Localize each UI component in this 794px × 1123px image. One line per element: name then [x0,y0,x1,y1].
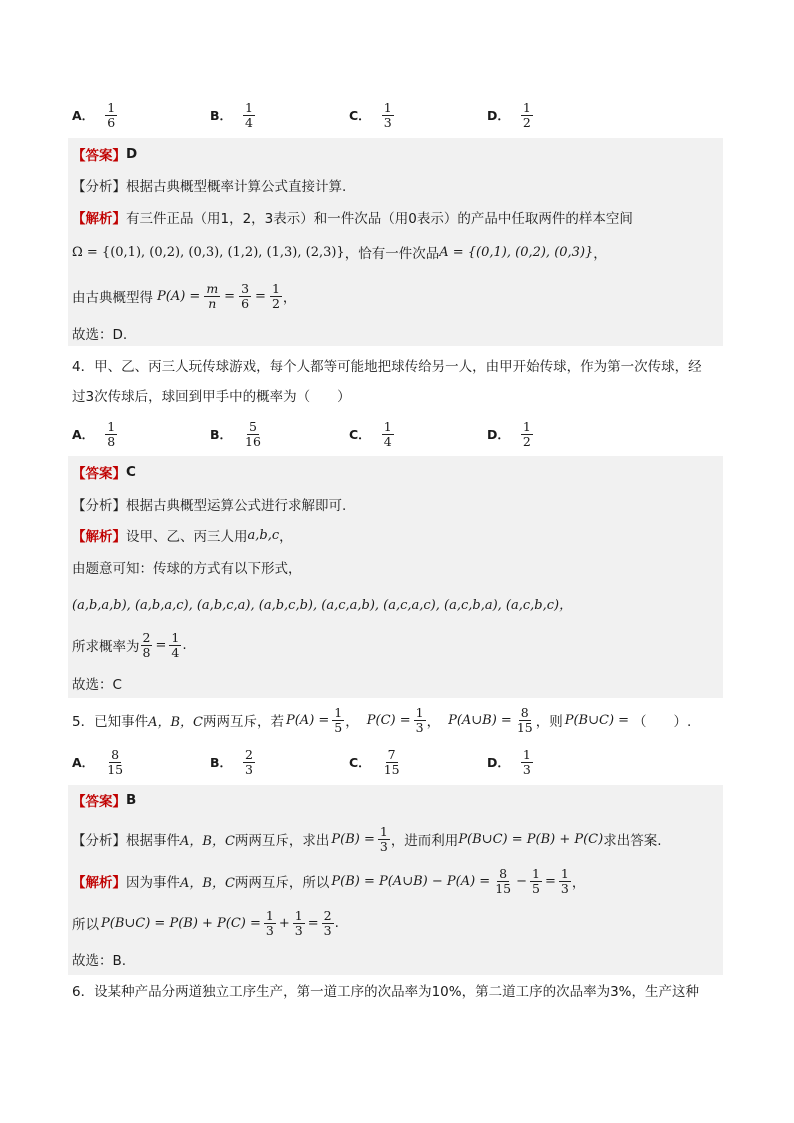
math-expr: P(A∪B) = [448,712,512,728]
q4-sequences-line [72,589,727,617]
math-expr: P(C) = [366,712,411,728]
answer-value: B [126,792,137,808]
option-label: B． [210,108,233,123]
q4-stem [72,352,724,412]
fraction: $\frac{1}{3}$ [294,908,303,938]
option-fraction: $\frac{1}{4}$ [245,100,253,130]
solution-text: 所求概率为 [72,639,140,655]
fraction: $\frac{m}{n}$ [206,281,219,311]
option-fraction: $\frac{1}{3}$ [383,100,392,130]
punct: . [334,915,339,931]
solution-text: ，恰有一件次品 [344,246,440,262]
math-expr: P(B∪C) = P(B) + P(C) [458,831,604,847]
fraction: $\frac{3}{6}$ [241,281,250,311]
option-label: A． [72,108,95,123]
fraction: $\frac{1}{2}$ [271,281,280,311]
math-expr: P(B∪C) = P(B) + P(C) = [101,915,261,931]
solution-text: 设甲、乙、丙三人用 [126,529,248,545]
math-expr: A，B，C [180,875,235,891]
option-label: A． [72,427,95,442]
q4-solution-line2 [72,553,727,581]
punct: ， [279,529,293,545]
math-expr: P(B) = P(A∪B) − P(A) = [331,873,491,889]
fraction: $\frac{8}{15}$ [516,705,533,735]
question-text: 4．甲、乙、丙三人玩传球游戏，每个人都等可能地把球传给另一人，由甲开始传球，作为第一次传球，经 [72,359,702,375]
option-fraction: $\frac{8}{15}$ [107,747,124,777]
answer-value: C [126,464,136,480]
math-expr: P(B∪C) = [564,712,630,728]
analysis-text: 求出答案. [603,833,662,849]
question-text: ，则 [535,714,563,730]
q5-solution-line1: 【解析】 因为事件 A，B，C 两两互斥，所以 P(B) = P(A∪B) − P(A) = $\frac{8}{15}$ − $\frac{1}{5}$ = $\frac{1}{3}$ ， [72,866,586,896]
analysis-tag: 【分析】 [72,498,126,514]
sample-space: Ω = {(0,1), (0,2), (0,3), (1,2), (1,3), (2,3)} [72,244,345,260]
choice-text: 故选：D. [72,327,128,343]
q5-solution-line2: 所以 P(B∪C) = P(B) + P(C) = $\frac{1}{3}$ + $\frac{1}{3}$ = $\frac{2}{3}$ . [72,908,339,938]
q6-stem [72,977,724,1007]
q4-option-c[interactable] [349,416,395,452]
question-text: 过3次传球后，球回到甲手中的概率为（ ） [72,389,351,405]
option-fraction: $\frac{1}{4}$ [383,419,392,449]
q3-option-c[interactable] [349,97,395,133]
q4-choice-line [72,669,727,697]
option-label: D． [487,427,510,442]
q4-option-b[interactable] [210,416,264,452]
fraction: $\frac{1}{3}$ [265,908,274,938]
option-label: D． [487,755,510,770]
option-fraction: $\frac{1}{8}$ [107,419,116,449]
punct: ， [282,290,297,306]
q4-option-d[interactable] [487,416,534,452]
q4-solution-line1 [72,521,727,549]
solution-text: 由古典概型得 [72,290,153,306]
q5-stem: 5．已知事件 A，B，C 两两互斥，若 P(A) = $\frac{1}{5}$ ， P(C) = $\frac{1}{3}$ ， P(A∪B) = $\frac{8}{15}$ ，则 P(B∪C) = （ ）. [72,705,692,735]
q3-choice-line [72,319,727,347]
math-expr: A，B，C [180,833,235,849]
question-text: 6．设某种产品分两道独立工序生产，第一道工序的次品率为10%，第二道工序的次品率为3%，生产这种 [72,984,700,1000]
option-fraction: $\frac{1}{3}$ [522,747,531,777]
q5-option-d[interactable] [487,744,534,780]
q3-analysis-line [72,171,727,199]
q3-answer-line [72,140,727,168]
option-fraction: $\frac{2}{3}$ [245,747,253,777]
q3-solution-line2 [72,238,727,266]
q5-options [72,744,722,780]
q4-probability-line: 所求概率为 $\frac{2}{8}$ = $\frac{1}{4}$ . [72,630,187,660]
q3-option-b[interactable] [210,97,256,133]
option-fraction: $\frac{1}{2}$ [522,419,531,449]
solution-text: 所以 [72,917,99,933]
q4-option-a[interactable] [72,416,118,452]
option-fraction: $\frac{1}{6}$ [107,100,116,130]
question-text: 5．已知事件 [72,714,149,730]
q5-option-b[interactable] [210,744,256,780]
analysis-tag: 【分析】 [72,833,126,849]
q3-option-a[interactable] [72,97,118,133]
option-label: A． [72,755,95,770]
q4-answer-line [72,458,727,486]
analysis-text: 根据古典概型概率计算公式直接计算. [126,179,347,195]
q3-option-d[interactable] [487,97,534,133]
fraction: $\frac{1}{5}$ [532,866,540,896]
solution-tag: 【解析】 [72,529,126,545]
option-fraction: $\frac{1}{2}$ [522,100,531,130]
math-expr: (a,b,a,b), (a,b,a,c), (a,b,c,a), (a,b,c,b), (a,c,a,b), (a,c,a,c), (a,c,b,a), (a,c,b,c)， [72,597,573,613]
analysis-text: 根据事件 [126,833,180,849]
punct: ， [593,246,607,262]
q5-option-a[interactable] [72,744,126,780]
q3-solution-line3: 由古典概型得 P(A) = $\frac{m}{n}$ = $\frac{3}{6}$ = $\frac{1}{2}$ ， [72,281,297,311]
math-expr: A，B，C [148,714,203,730]
fraction: $\frac{1}{3}$ [415,705,424,735]
solution-text: 由题意可知：传球的方式有以下形式， [72,561,302,577]
analysis-text: ，进而利用 [390,833,459,849]
punct: ， [571,875,586,891]
answer-tag: 【答案】 [72,466,126,482]
question-text: （ ）. [633,714,692,730]
fraction: $\frac{8}{15}$ [495,866,512,896]
option-label: B． [210,427,233,442]
choice-text: 故选：B. [72,953,127,969]
option-fraction: $\frac{7}{15}$ [383,747,400,777]
fraction: $\frac{1}{5}$ [334,705,343,735]
choice-text: 故选：C [72,677,122,693]
solution-tag: 【解析】 [72,875,126,891]
option-label: C． [349,427,371,442]
analysis-text: 根据古典概型运算公式进行求解即可. [126,498,347,514]
fraction: $\frac{1}{3}$ [560,866,569,896]
answer-tag: 【答案】 [72,794,126,810]
q5-answer-line [72,786,727,814]
q4-options [72,416,722,452]
event-a: A = {(0,1), (0,2), (0,3)} [439,244,594,260]
answer-value: D [126,146,138,162]
solution-text: 有三件正品（用1，2，3表示）和一件次品（用0表示）的产品中任取两件的样本空间 [126,211,633,227]
math-expr: a,b,c [247,527,280,543]
q5-choice-line [72,945,727,973]
q3-solution-line1 [72,203,727,231]
fraction: $\frac{2}{8}$ [142,630,151,660]
option-fraction: $\frac{5}{16}$ [245,419,261,449]
analysis-text: 两两互斥，求出 [234,833,330,849]
fraction: $\frac{1}{3}$ [379,824,388,854]
option-label: D． [487,108,510,123]
analysis-tag: 【分析】 [72,179,126,195]
math-expr: P(A) = [285,712,330,728]
punct: . [182,637,187,653]
fraction: $\frac{1}{4}$ [171,630,180,660]
q5-analysis-line [72,822,727,856]
q5-option-c[interactable] [349,744,403,780]
math-expr: P(A) = [157,288,201,304]
solution-tag: 【解析】 [72,211,126,227]
answer-tag: 【答案】 [72,148,126,164]
math-expr: P(B) = [331,831,375,847]
option-label: C． [349,108,371,123]
option-label: C． [349,755,371,770]
solution-text: 因为事件 [126,875,180,891]
option-label: B． [210,755,233,770]
fraction: $\frac{2}{3}$ [323,908,332,938]
solution-text: 两两互斥，所以 [234,875,330,891]
q3-options [72,97,722,133]
q4-analysis-line [72,490,727,518]
question-text: 两两互斥，若 [202,714,284,730]
